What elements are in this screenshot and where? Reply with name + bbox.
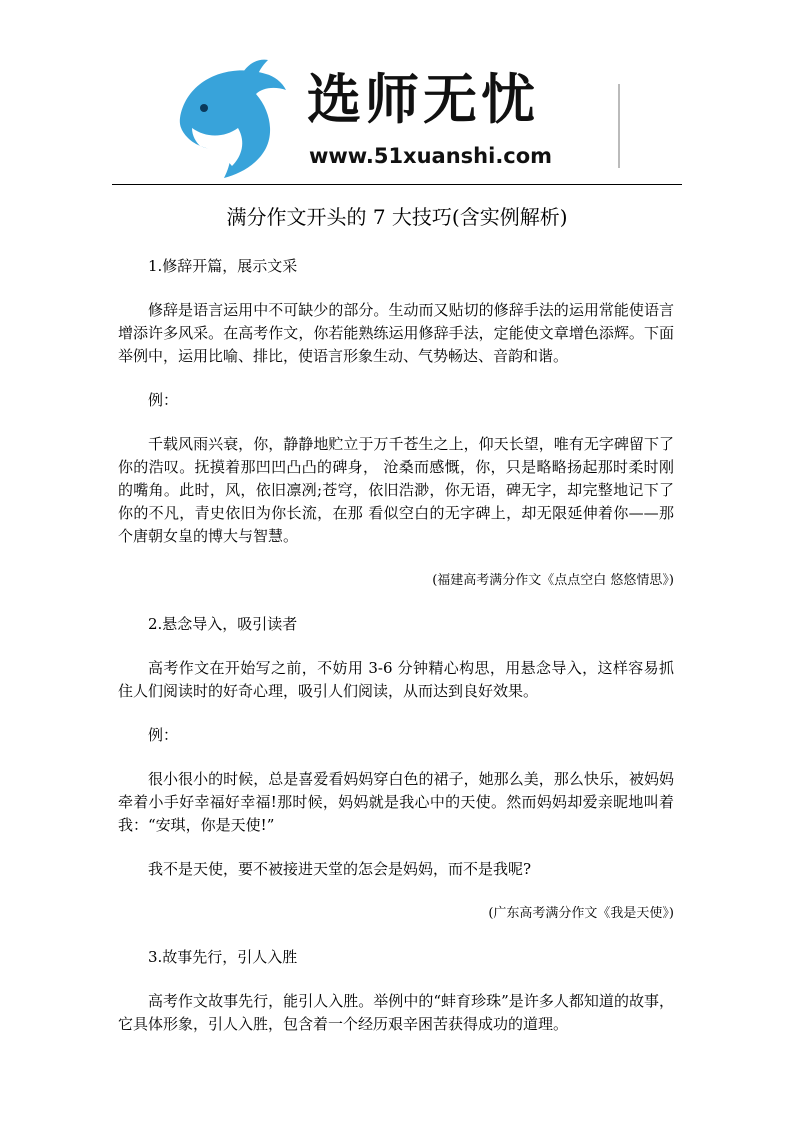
section-description: 高考作文在开始写之前，不妨用 3-6 分钟精心构思，用悬念导入，这样容易抓住人们阅读时的好奇心理，吸引人们阅读，从而达到良好效果。 xyxy=(118,659,674,700)
example-text: 很小很小的时候，总是喜爱看妈妈穿白色的裙子，她那么美，那么快乐，被妈妈牵着小手好幸福好幸福!那时候，妈妈就是我心中的天使。然而妈妈却爱亲昵地叫着我：“安琪，你是天使!” xyxy=(118,770,674,834)
example-source: (广东高考满分作文《我是天使》) xyxy=(488,906,674,921)
example-label: 例： xyxy=(148,726,179,744)
section-heading: 2.悬念导入，吸引读者 xyxy=(148,615,298,633)
brand-url: www.51xuanshi.com xyxy=(309,144,553,168)
document-body xyxy=(118,255,674,1057)
example-source: (福建高考满分作文《点点空白 悠悠情思》) xyxy=(432,573,674,588)
header-divider xyxy=(618,84,620,168)
section-heading: 1.修辞开篇，展示文采 xyxy=(148,257,298,275)
brand-name: 选师无忧 xyxy=(307,68,539,131)
example-text: 千载风雨兴衰，你，静静地贮立于万千苍生之上，仰天长望，唯有无字碑留下了你的浩叹。抚摸着那凹凹凸凸的碑身， 沧桑而感慨，你，只是略略扬起那时柔时刚的嘴角。此时，风，依旧凛冽;苍穹，依旧浩渺，你无语，碑无字，却完整地记下了你的不凡，青史依旧为你长流，在那 看似空白的无字碑上，却无限延伸着你——那个唐朝女皇的博大与智慧。 xyxy=(118,435,674,545)
section-description: 修辞是语言运用中不可缺少的部分。生动而又贴切的修辞手法的运用常能使语言增添许多风采。在高考作文，你若能熟练运用修辞手法，定能使文章增色添辉。下面举例中，运用比喻、排比，使语言形象生动、气势畅达、音韵和谐。 xyxy=(118,301,674,365)
section-heading: 3.故事先行，引人入胜 xyxy=(148,948,298,966)
page-header xyxy=(112,52,682,184)
section-description: 高考作文故事先行，能引人入胜。举例中的“蚌育珍珠”是许多人都知道的故事，它具体形象，引人入胜，包含着一个经历艰辛困苦获得成功的道理。 xyxy=(118,992,674,1033)
document-title: 满分作文开头的 7 大技巧(含实例解析) xyxy=(226,205,568,229)
example-label: 例： xyxy=(148,391,179,409)
header-rule xyxy=(112,184,682,185)
example-text: 我不是天使，要不被接进天堂的怎会是妈妈，而不是我呢? xyxy=(148,860,532,878)
dolphin-logo-icon xyxy=(170,56,290,180)
